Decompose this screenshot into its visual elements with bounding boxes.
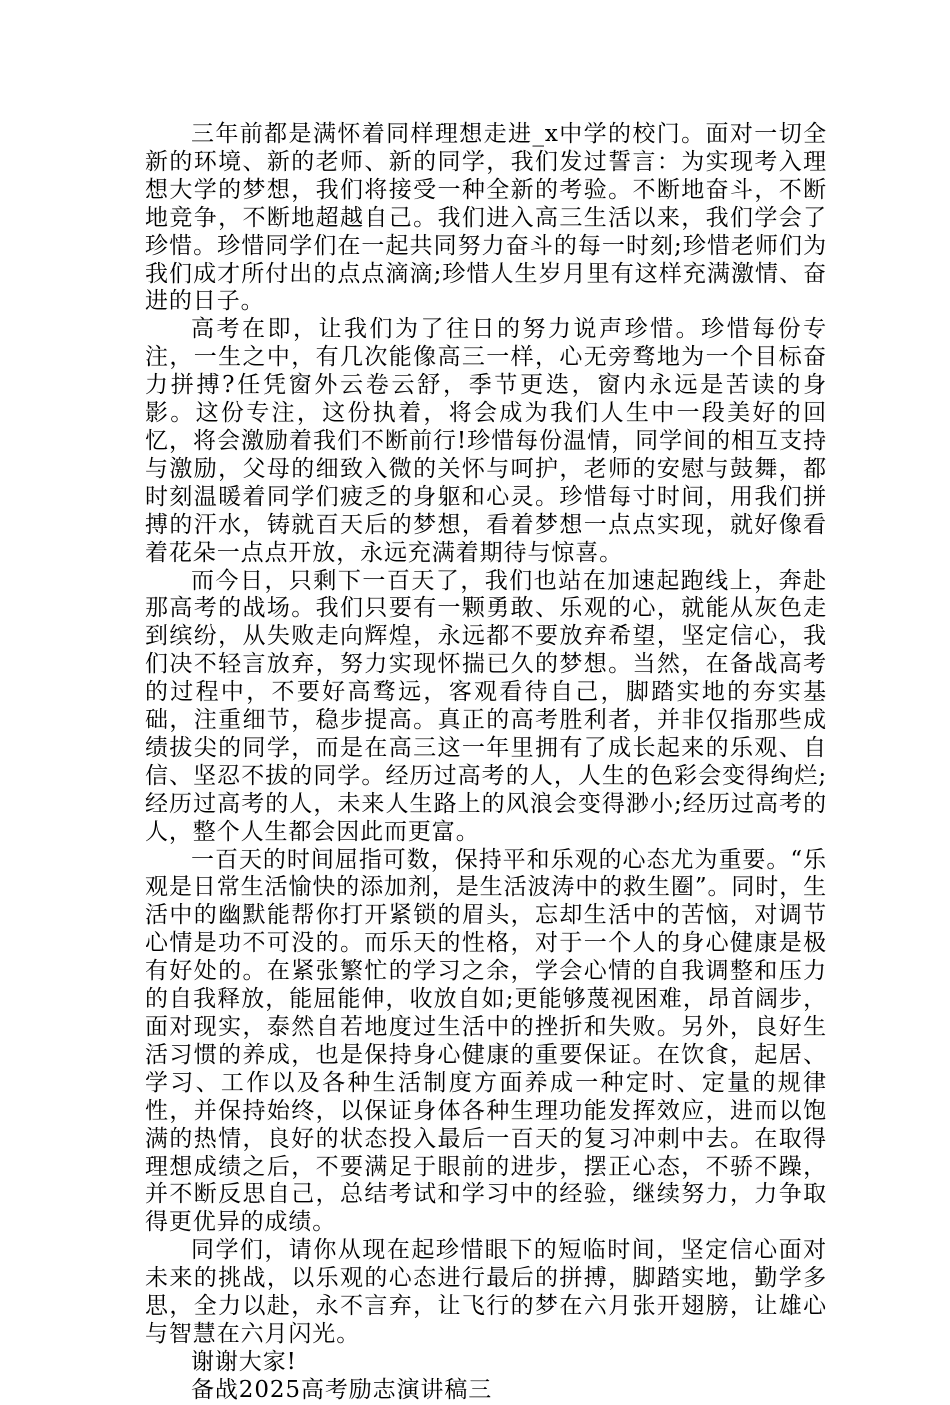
paragraph-5: 同学们，请你从现在起珍惜眼下的短临时间，坚定信心面对未来的挑战，以乐观的心态进行最后的拼搏，脚踏实地，勤学多思，全力以赴，永不言弃，让飞行的梦在六月张开翅膀，让雄心与智慧在六月闪光。 [145, 1237, 827, 1347]
next-section-heading: 备战2025高考励志演讲稿三 [191, 1376, 493, 1403]
document-page [145, 121, 827, 1405]
paragraph-4: 一百天的时间屈指可数，保持平和乐观的心态尤为重要。“乐观是日常生活愉快的添加剂，是生活波涛中的救生圈”。同时，生活中的幽默能帮你打开紧锁的眉头，忘却生活中的苦恼，对调节心情是功不可没的。而乐天的性格，对于一个人的身心健康是极有好处的。在紧张繁忙的学习之余，学会心情的自我调整和压力的自我释放，能屈能伸，收放自如;更能够蔑视困难，昂首阔步，面对现实，泰然自若地度过生活中的挫折和失败。另外，良好生活习惯的养成，也是保持身心健康的重要保证。在饮食，起居、学习、工作以及各种生活制度方面养成一种定时、定量的规律性，并保持始终，以保证身体各种生理功能发挥效应，进而以饱满的热情，良好的状态投入最后一百天的复习冲刺中去。在取得理想成绩之后，不要满足于眼前的进步，摆正心态，不骄不躁，并不断反思自己，总结考试和学习中的经验，继续努力，力争取得更优异的成绩。 [145, 846, 827, 1236]
paragraph-3: 而今日，只剩下一百天了，我们也站在加速起跑线上，奔赴那高考的战场。我们只要有一颗勇敢、乐观的心，就能从灰色走到缤纷，从失败走向辉煌，永远都不要放弃希望，坚定信心，我们决不轻言放弃，努力实现怀揣已久的梦想。当然，在备战高考的过程中，不要好高骛远，客观看待自己，脚踏实地的夯实基础，注重细节，稳步提高。真正的高考胜利者，并非仅指那些成绩拔尖的同学，而是在高三这一年里拥有了成长起来的乐观、自信、坚忍不拔的同学。经历过高考的人，人生的色彩会变得绚烂;经历过高考的人，未来人生路上的风浪会变得渺小;经历过高考的人，整个人生都会因此而更富。 [145, 567, 827, 845]
paragraph-1: 三年前都是满怀着同样理想走进_x中学的校门。面对一切全新的环境、新的老师、新的同学，我们发过誓言：为实现考入理想大学的梦想，我们将接受一种全新的考验。不断地奋斗，不断地竞争，不断地超越自己。我们进入高三生活以来，我们学会了珍惜。珍惜同学们在一起共同努力奋斗的每一时刻;珍惜老师们为我们成才所付出的点点滴滴;珍惜人生岁月里有这样充满激情、奋进的日子。 [145, 121, 827, 315]
closing-line: 谢谢大家! [191, 1348, 297, 1375]
paragraph-2: 高考在即，让我们为了往日的努力说声珍惜。珍惜每份专注，一生之中，有几次能像高三一样，心无旁骛地为一个目标奋力拼搏?任凭窗外云卷云舒，季节更迭，窗内永远是苦读的身影。这份专注，这份执着，将会成为我们人生中一段美好的回忆，将会激励着我们不断前行!珍惜每份温情，同学间的相互支持与激励，父母的细致入微的关怀与呵护，老师的安慰与鼓舞，都时刻温暖着同学们疲乏的身躯和心灵。珍惜每寸时间，用我们拼搏的汗水，铸就百天后的梦想，看着梦想一点点实现，就好像看着花朵一点点开放，永远充满着期待与惊喜。 [145, 316, 827, 566]
